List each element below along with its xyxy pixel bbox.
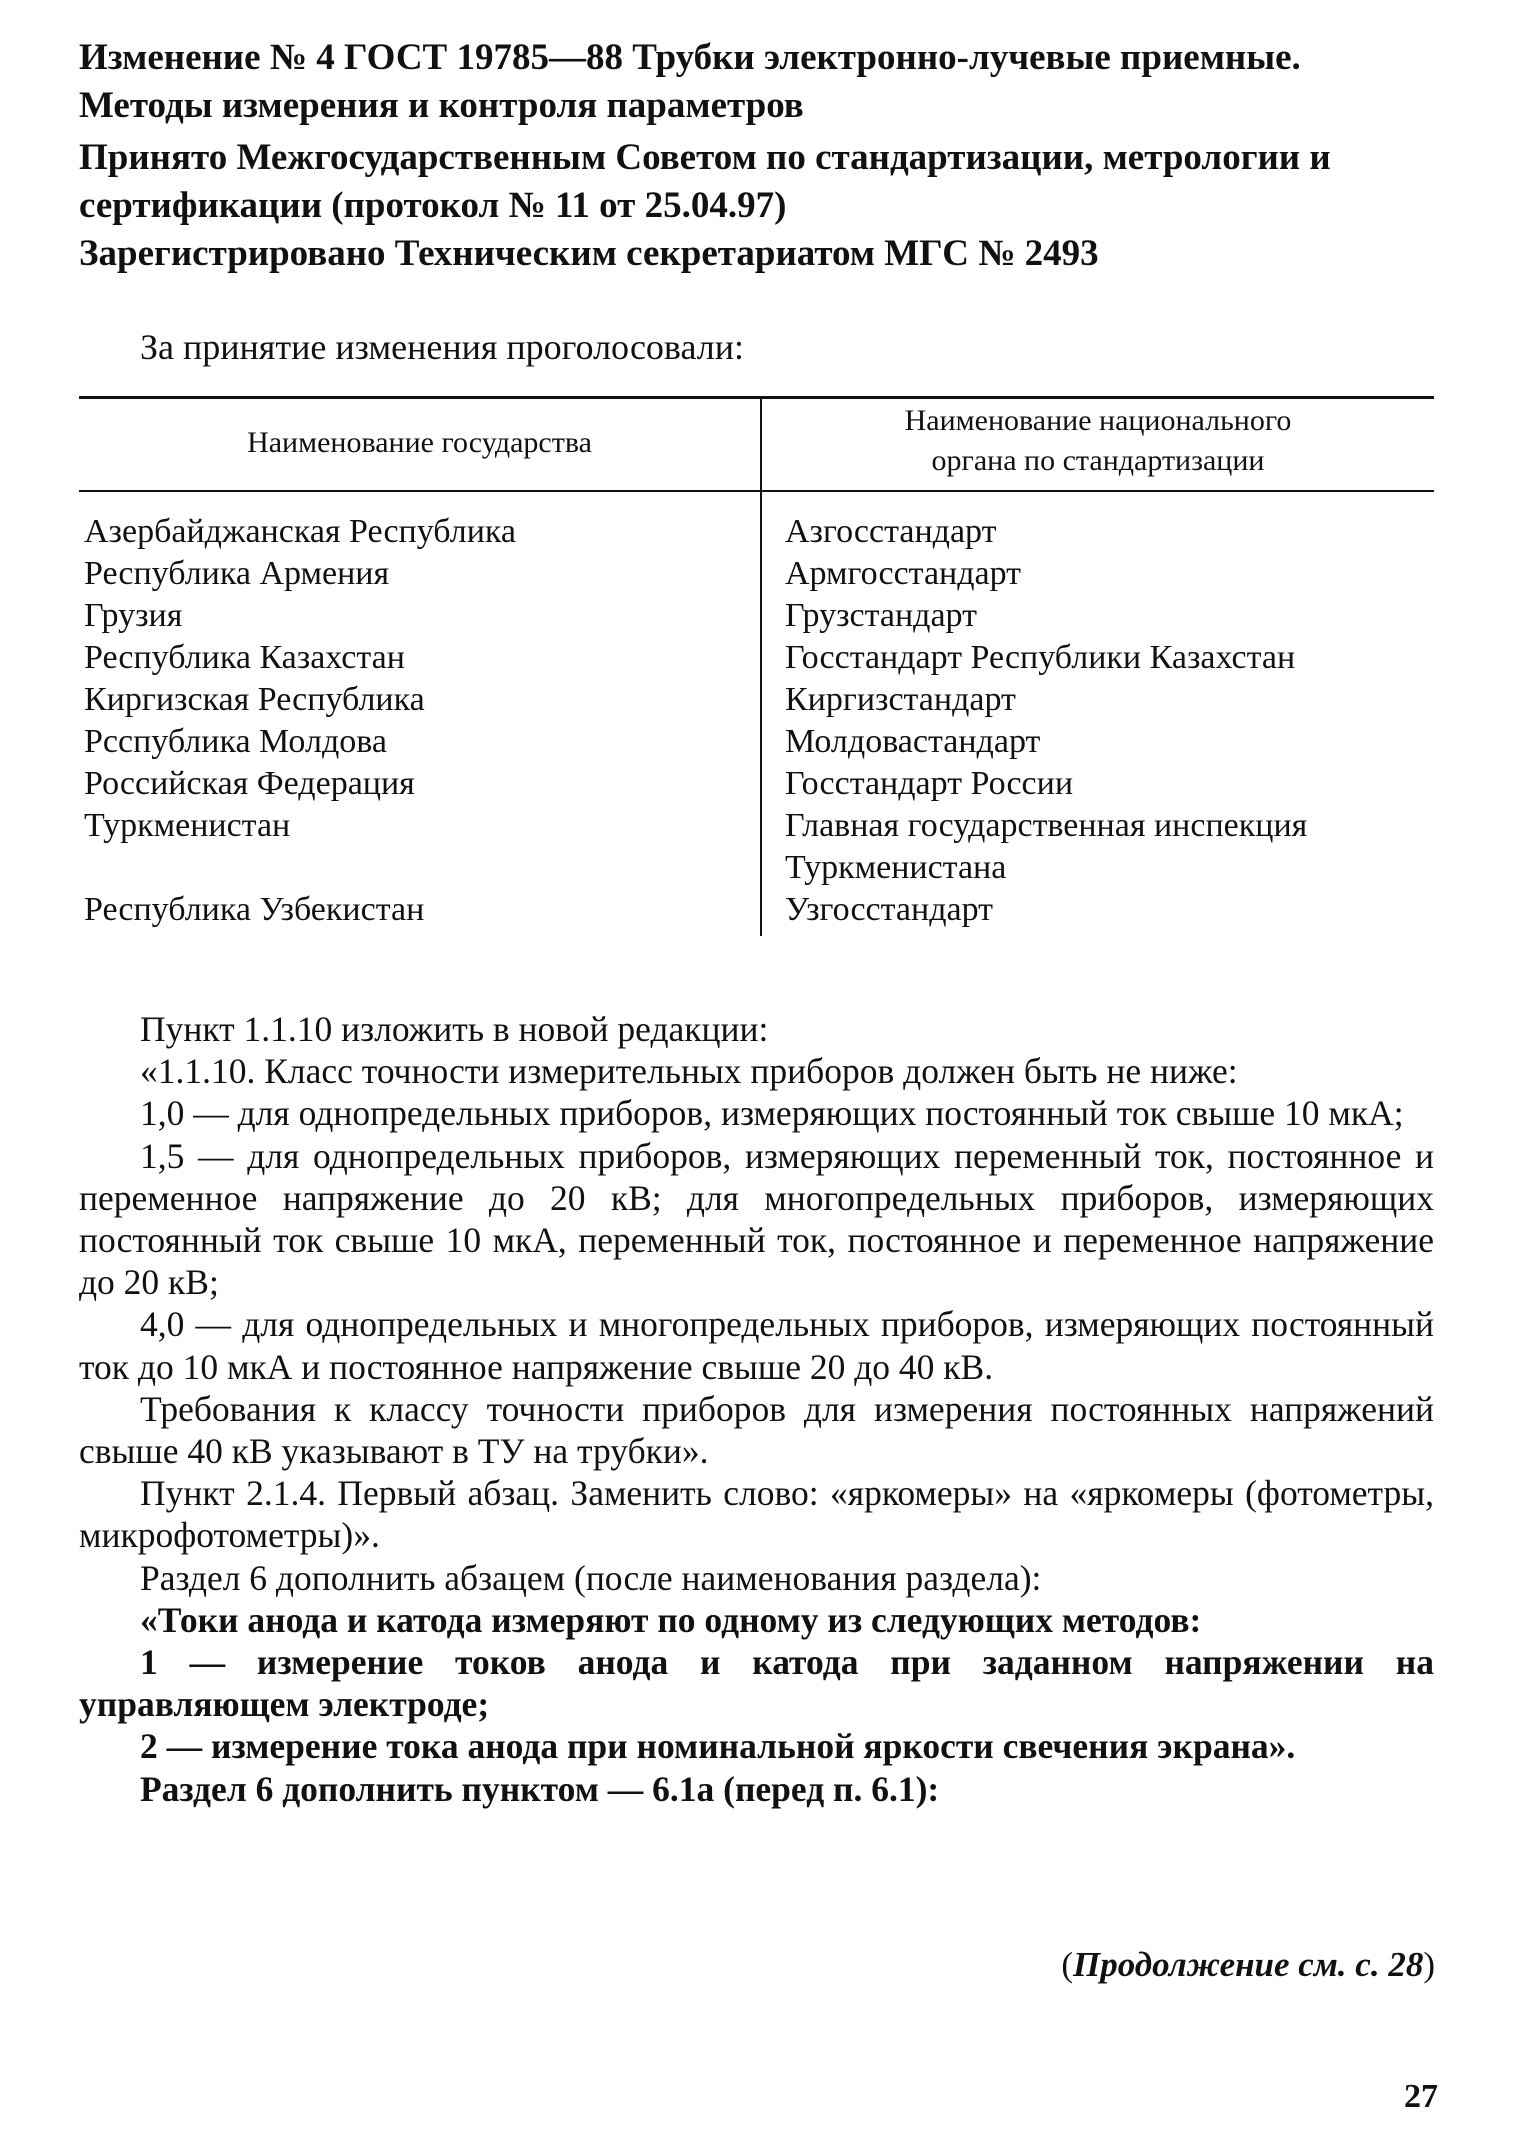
state-cell: Республика Армения [84, 555, 390, 592]
title-line: Методы измерения и контроля параметров [79, 85, 804, 126]
state-cell: Туркменистан [84, 807, 291, 844]
paragraph: 1 — измерение токов анода и катода при заданном напряжении на управляющем электроде; [79, 1642, 1434, 1725]
body-cell: Армгосстандарт [785, 555, 1022, 592]
paragraph: 4,0 — для однопредельных и многопредельных приборов, измеряющих постоянный ток до 10 мкА и постоянное напряжение свыше 20 до 40 кВ. [79, 1304, 1434, 1387]
paragraph: «1.1.10. Класс точности измерительных приборов должен быть не ниже: [140, 1051, 1238, 1092]
table-header-state: Наименование государства [247, 426, 592, 459]
table-top-rule [79, 396, 1434, 399]
body-cell: Азгосстандарт [785, 513, 997, 550]
registration-line: Зарегистрировано Техническим секретариатом МГС № 2493 [79, 233, 1099, 274]
state-cell: Азербайджанская Республика [84, 513, 517, 550]
paragraph: Раздел 6 дополнить пунктом — 6.1а (перед п. 6.1): [140, 1768, 940, 1809]
table-header-line: Наименование национального [904, 404, 1292, 437]
document-title [79, 34, 1449, 130]
paragraph: Пункт 2.1.4. Первый абзац. Заменить слово: «яркомеры» на «яркомеры (фотометры, микрофотометры)». [79, 1473, 1434, 1556]
body-cell: Главная государственная инспекция [785, 807, 1308, 844]
state-cell: Киргизская Республика [84, 681, 425, 718]
body-cell: Грузстандарт [785, 597, 977, 634]
paragraph: Раздел 6 дополнить абзацем (после наименования раздела): [140, 1557, 1042, 1598]
paragraph: Требования к классу точности приборов для измерения постоянных напряжений свыше 40 кВ указывают в ТУ на трубки». [79, 1388, 1434, 1472]
continuation-text: Продолжение см. с. 28 [1073, 1945, 1424, 1984]
paragraph: 1,5 — для однопредельных приборов, измеряющих переменный ток, постоянное и переменное напряжение до 20 кВ; для многопредельных приборов, измеряющих постоянный ток свыше 10 мкА, переменный ток, постоянное и переменное напряжение до 20 кВ; [79, 1135, 1434, 1303]
body-cell: Туркменистана [785, 849, 1007, 886]
table-header-line: органа по стандартизации [931, 444, 1265, 477]
body-cell: Киргизстандарт [785, 681, 1016, 718]
page-number: 27 [1404, 2078, 1438, 2115]
body-cell: Молдовастандарт [785, 723, 1041, 760]
state-cell: Грузия [84, 597, 183, 634]
body-column [785, 511, 1435, 931]
paragraph: 1,0 — для однопредельных приборов, измеряющих постоянный ток свыше 10 мкА; [140, 1093, 1404, 1134]
table-header-body [762, 401, 1434, 481]
body-cell: Узгосстандарт [785, 891, 994, 928]
body-cell: Госстандарт России [785, 765, 1074, 802]
title-line: Изменение № 4 ГОСТ 19785—88 Трубки электронно-лучевые приемные. [79, 37, 1301, 78]
acceptance-line: Принято Межгосударственным Советом по стандартизации, метрологии и [79, 137, 1331, 178]
acceptance-line: сертификации (протокол № 11 от 25.04.97) [79, 185, 787, 226]
acceptance-note [79, 134, 1449, 230]
continuation-note: (Продолжение см. с. 28) [1061, 1945, 1435, 1984]
amendment-text [79, 1008, 1434, 1810]
state-cell: Российская Федерация [84, 765, 415, 802]
paragraph: 2 — измерение тока анода при номинальной яркости свечения экрана». [140, 1726, 1296, 1767]
state-cell [84, 847, 754, 889]
table-header-rule [79, 490, 1434, 492]
registration-note [79, 230, 1449, 278]
paragraph: Пункт 1.1.10 изложить в новой редакции: [140, 1009, 769, 1049]
body-cell: Госстандарт Республики Казахстан [785, 639, 1296, 676]
vote-intro: За принятие изменения проголосовали: [140, 327, 744, 367]
state-cell: Рсспублика Молдова [84, 723, 387, 760]
paragraph: «Токи анода и катода измеряют по одному из следующих методов: [140, 1599, 1202, 1640]
state-column [84, 511, 754, 931]
state-cell: Республика Узбекистан [84, 891, 425, 928]
state-cell: Республика Казахстан [84, 639, 405, 676]
voting-table [79, 396, 1434, 936]
